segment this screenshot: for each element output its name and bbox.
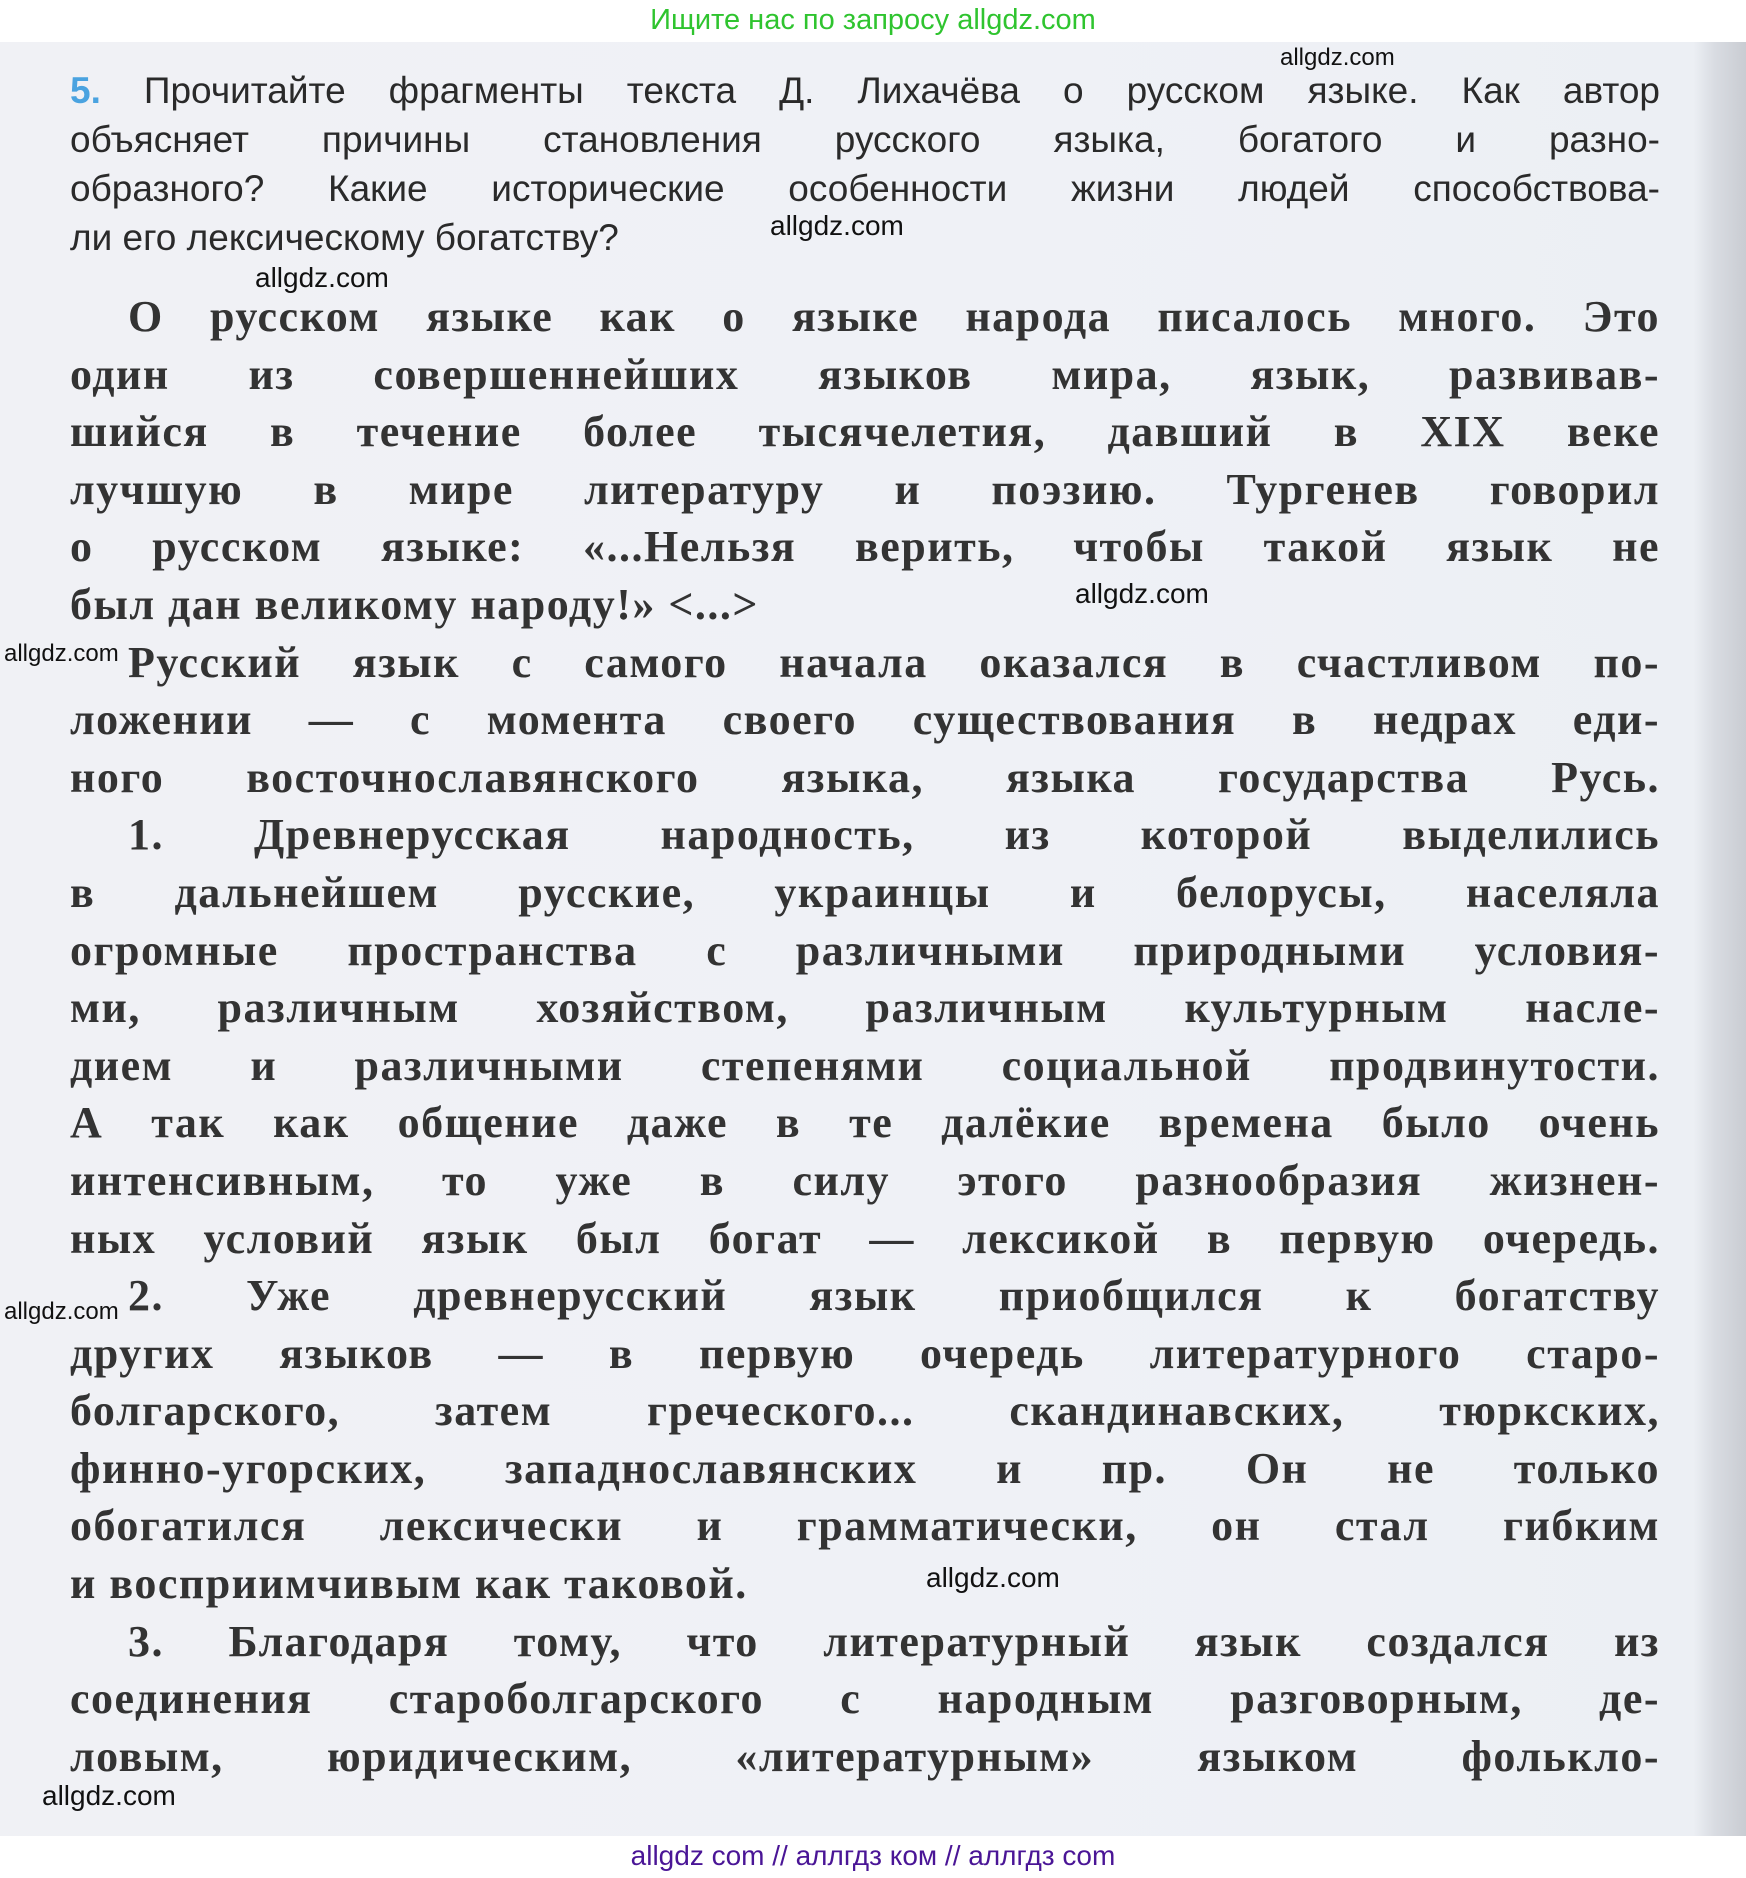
text-line: болгарского, затем греческого... скандинавских, тюркских, (70, 1386, 1660, 1436)
watermark: allgdz.com (255, 262, 389, 293)
top-banner: Ищите нас по запросу allgdz.com (650, 4, 1096, 36)
text-line: ловым, юридическим, «литературным» языком фолькло- (70, 1731, 1660, 1781)
text-line: ного восточнославянского языка, языка государства Русь. (70, 752, 1660, 802)
text-line: интенсивным, то уже в силу этого разнообразия жизнен- (70, 1155, 1660, 1205)
footer-watermark: allgdz com // аллгдз ком // аллгдз com (630, 1840, 1116, 1871)
text-line: А так как общение даже в те далёкие времена было очень (70, 1098, 1660, 1148)
text-line: ных условий язык был богат — лексикой в первую очередь. (70, 1213, 1660, 1263)
text-line: ложении — с момента своего существования в недрах еди- (70, 695, 1660, 745)
watermark: allgdz.com (770, 210, 904, 241)
text-line: соединения староболгарского с народным разговорным, де- (70, 1674, 1660, 1724)
text-line: 1. Древнерусская народность, из которой выделились (128, 810, 1660, 860)
text-line: и восприимчивым как таковой. (70, 1559, 748, 1609)
text-line: 2. Уже древнерусский язык приобщился к богатству (128, 1271, 1660, 1321)
text-line: финно-угорских, западнославянских и пр. Он не только (70, 1443, 1660, 1493)
text-line: о русском языке: «...Нельзя верить, чтобы такой язык не (70, 522, 1660, 572)
text-line: лучшую в мире литературу и поэзию. Тургенев говорил (70, 464, 1660, 514)
watermark: allgdz.com (926, 1562, 1060, 1593)
excerpt-text (70, 288, 1660, 1785)
text-line: в дальнейшем русские, украинцы и белорусы, населяла (70, 867, 1660, 917)
task-number: 5. (70, 70, 101, 111)
task-line: ли его лексическому богатству? (70, 217, 619, 258)
text-line: дием и различными степенями социальной продвинутости. (70, 1040, 1660, 1090)
text-line: обогатился лексически и грамматически, он стал гибким (70, 1501, 1660, 1551)
watermark: allgdz.com (1075, 578, 1209, 609)
text-line: огромные пространства с различными природными условия- (70, 925, 1660, 975)
task-line: 5. Прочитайте фрагменты текста Д. Лихачёва о русском языке. Как автор (70, 70, 1660, 111)
text-line: ми, различным хозяйством, различным культурным насле- (70, 983, 1660, 1033)
text-line: других языков — в первую очередь литературного старо- (70, 1328, 1660, 1378)
text-line: был дан великому народу!» <...> (70, 579, 759, 629)
watermark: allgdz.com (1280, 44, 1395, 71)
watermark: allgdz.com (4, 1298, 119, 1325)
watermark: allgdz.com (4, 640, 119, 667)
text-line: один из совершеннейших языков мира, язык, развивав- (70, 349, 1660, 399)
text-line: Русский язык с самого начала оказался в счастливом по- (128, 637, 1660, 687)
text-line: О русском языке как о языке народа писалось много. Это (128, 292, 1660, 341)
task-line: образного? Какие исторические особенности жизни людей способствова- (70, 168, 1660, 209)
watermark: allgdz.com (42, 1780, 176, 1811)
task-line: объясняет причины становления русского языка, богатого и разно- (70, 119, 1660, 160)
text-line: шийся в течение более тысячелетия, давший в XIX веке (70, 407, 1660, 457)
text-line: 3. Благодаря тому, что литературный язык создался из (128, 1616, 1660, 1666)
